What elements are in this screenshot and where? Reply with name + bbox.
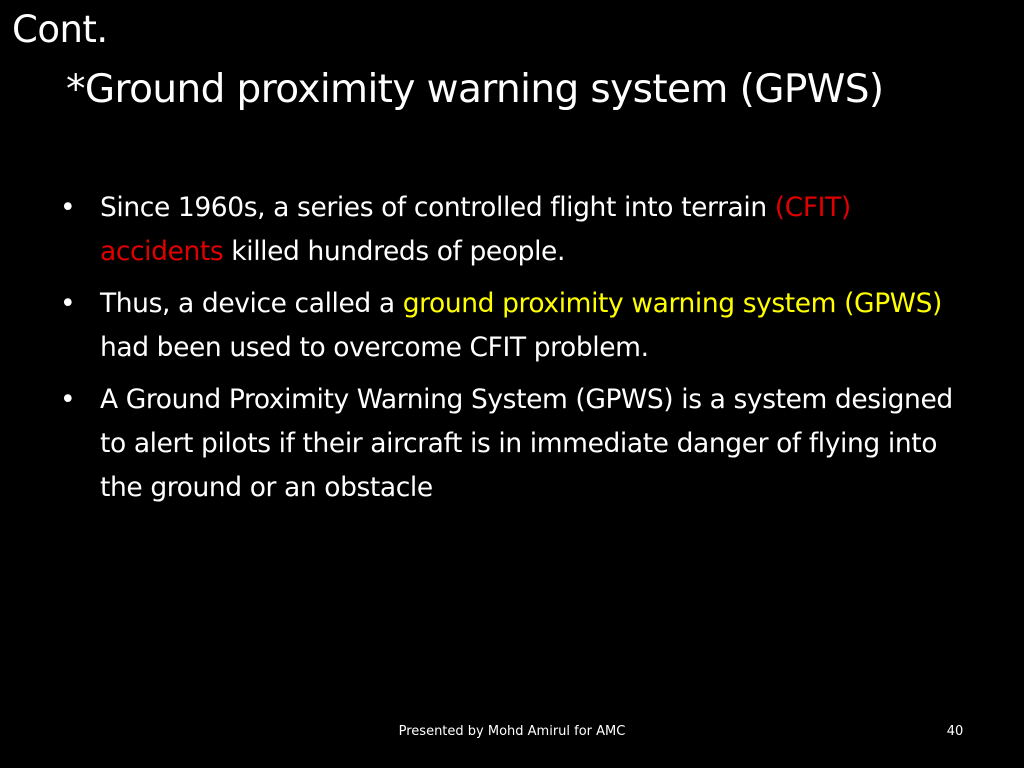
bullet-text: A Ground Proximity Warning System (GPWS) is a system designed to alert pilots if their aircraft is in immediate danger of flying into the ground or an obstacle bbox=[100, 384, 953, 503]
bullet-item-gpws-definition bbox=[60, 378, 960, 510]
bullet-item-cfit bbox=[60, 186, 960, 274]
highlight-cfit-accidents: (CFIT) accidents bbox=[100, 192, 851, 267]
bullet-marker: • bbox=[60, 192, 76, 223]
bullet-text: Thus, a device called a bbox=[100, 288, 403, 319]
bullet-text: had been used to overcome CFIT problem. bbox=[100, 332, 649, 363]
slide-title-cont: Cont. bbox=[12, 8, 108, 51]
page-number: 40 bbox=[946, 724, 964, 739]
highlight-gpws: ground proximity warning system (GPWS) bbox=[402, 288, 942, 319]
bullet-list bbox=[60, 186, 960, 518]
bullet-text: killed hundreds of people. bbox=[223, 236, 565, 267]
slide-title: *Ground proximity warning system (GPWS) bbox=[66, 67, 884, 112]
bullet-item-gpws-device bbox=[60, 282, 960, 370]
bullet-marker: • bbox=[60, 288, 76, 319]
bullet-marker: • bbox=[60, 384, 76, 415]
slide-footer: Presented by Mohd Amirul for AMC bbox=[398, 724, 626, 739]
bullet-text: Since 1960s, a series of controlled flight into terrain bbox=[100, 192, 775, 223]
